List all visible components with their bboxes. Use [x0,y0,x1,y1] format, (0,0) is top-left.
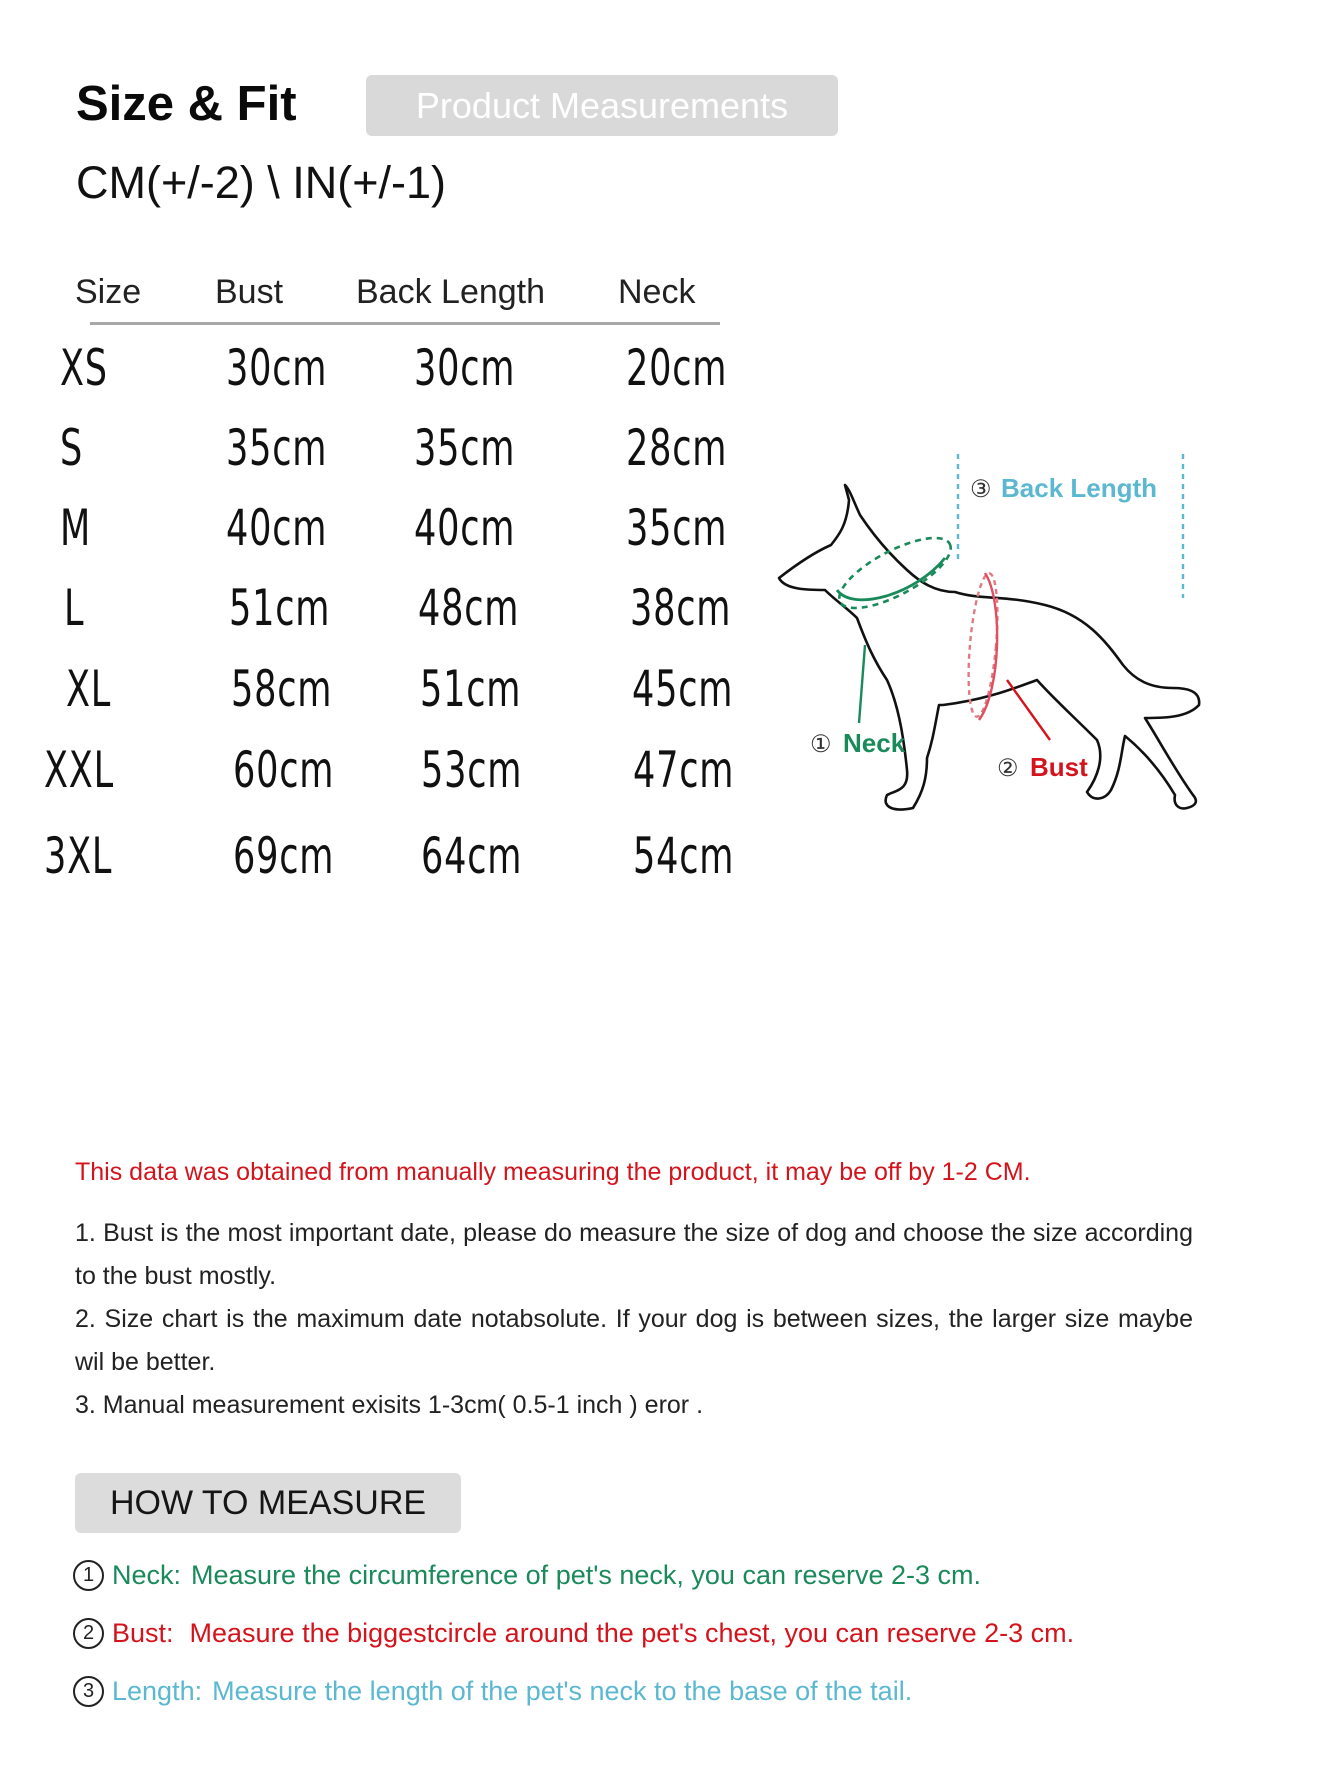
cell-bust: 30cm [226,339,328,397]
step-label: Neck: [112,1560,182,1590]
note-item: 3. Manual measurement exisits 1-3cm( 0.5-1 inch ) eror . [75,1391,704,1419]
cell-size: L [64,579,85,637]
cell-size: M [60,499,92,557]
step-text: Measure the length of the pet's neck to the base of the tail. [212,1676,913,1706]
cell-back-length: 40cm [414,499,516,557]
circled-number-three-icon: 3 [73,1676,104,1707]
note-item: 2. Size chart is the maximum date notabsolute. If your dog is between sizes, the larger size maybe wil be better. [75,1305,1193,1376]
neck-number-icon: ① [810,731,832,758]
page-title: Size & Fit [76,77,297,131]
product-measurements-badge: Product Measurements [366,75,838,136]
bust-pointer-line [1007,680,1050,740]
step-label: Bust: [112,1618,174,1648]
neck-label: Neck [843,728,906,758]
cell-size: 3XL [44,827,113,885]
measure-step-bust [73,1615,1074,1651]
cell-neck: 28cm [626,419,728,477]
cell-neck: 20cm [626,339,728,397]
cell-size: XL [66,660,112,718]
cell-back-length: 53cm [421,741,523,799]
measure-step-neck [73,1557,981,1593]
dog-measurement-diagram [775,440,1275,840]
how-to-measure-heading: HOW TO MEASURE [75,1473,461,1533]
cell-bust: 60cm [233,741,335,799]
cell-size: XS [60,339,108,397]
cell-back-length: 48cm [418,579,520,637]
circled-number-one-icon: 1 [73,1560,104,1591]
column-header-bust: Bust [215,273,284,311]
column-header-neck: Neck [618,273,696,311]
cell-back-length: 30cm [414,339,516,397]
cell-bust: 69cm [233,827,335,885]
note-item: 1. Bust is the most important date, please do measure the size of dog and choose the size according to the bust mostly. [75,1219,1193,1290]
cell-back-length: 64cm [421,827,523,885]
cell-back-length: 51cm [420,660,522,718]
cell-neck: 47cm [633,741,735,799]
circled-number-two-icon: 2 [73,1618,104,1649]
neck-pointer-line [859,645,865,723]
cell-bust: 35cm [226,419,328,477]
cell-neck: 54cm [633,827,735,885]
step-text: Measure the circumference of pet's neck, you can reserve 2-3 cm. [191,1560,982,1590]
column-header-size: Size [75,273,142,311]
neck-ring-front [837,558,945,600]
cell-neck: 38cm [630,579,732,637]
cell-neck: 45cm [632,660,734,718]
bust-label: Bust [1030,752,1088,782]
neck-measure-ring [830,524,960,621]
cell-size: XXL [44,741,114,799]
measure-step-length [73,1673,912,1709]
unit-tolerance-subtitle: CM(+/-2) \ IN(+/-1) [76,157,447,208]
column-header-back-length: Back Length [356,273,546,311]
cell-bust: 58cm [231,660,333,718]
cell-size: S [60,419,84,477]
dog-outline [779,485,1199,809]
back-length-label: Back Length [1001,473,1158,503]
cell-bust: 40cm [226,499,328,557]
cell-bust: 51cm [229,579,331,637]
step-text: Measure the biggestcircle around the pet's chest, you can reserve 2-3 cm. [189,1618,1075,1648]
measurement-warning: This data was obtained from manually measuring the product, it may be off by 1-2 CM. [75,1158,1031,1186]
cell-neck: 35cm [626,499,728,557]
bust-number-icon: ② [997,755,1019,782]
cell-back-length: 35cm [414,419,516,477]
header-divider [90,322,720,325]
back-length-number-icon: ③ [970,476,992,503]
step-label: Length: [112,1676,203,1706]
